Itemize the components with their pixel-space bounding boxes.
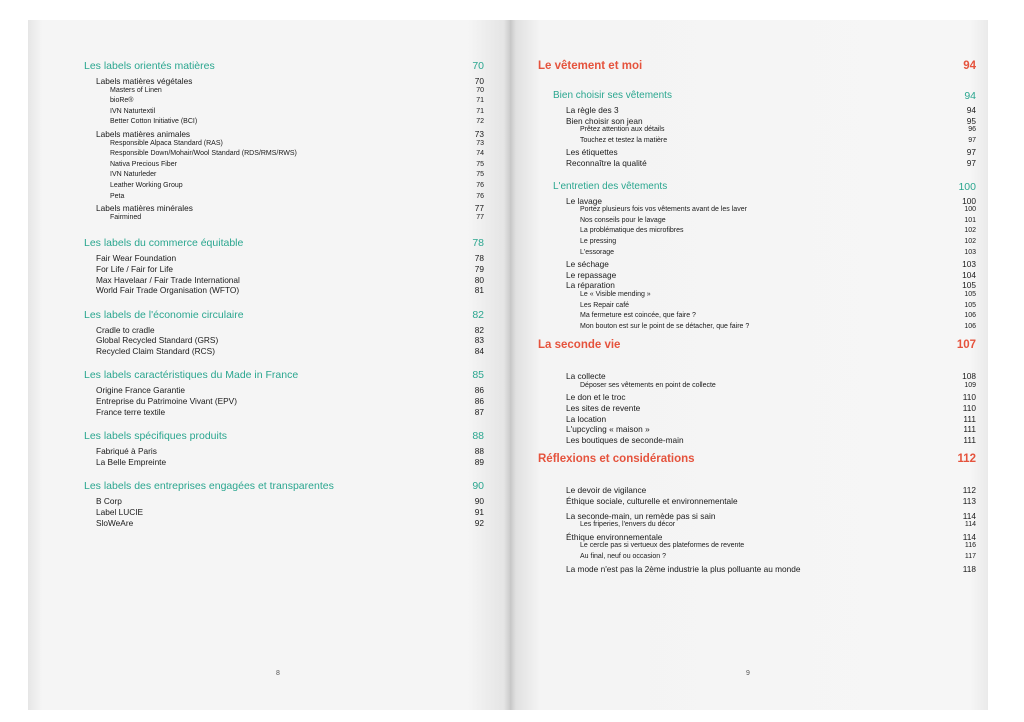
toc-subentry bbox=[510, 126, 988, 137]
toc-entry bbox=[28, 507, 510, 518]
toc-title: Label LUCIE bbox=[96, 507, 144, 518]
toc-page-number: 106 bbox=[964, 312, 976, 320]
toc-entry bbox=[510, 496, 988, 507]
toc-subentry bbox=[510, 137, 988, 148]
toc-title: Mon bouton est sur le point de se détacher, que faire ? bbox=[580, 322, 750, 330]
toc-subentry bbox=[28, 214, 510, 225]
toc-section-heading bbox=[28, 60, 510, 76]
toc-page-number: 72 bbox=[476, 118, 484, 126]
toc-page-number: 75 bbox=[476, 171, 484, 179]
toc-title: Les labels orientés matières bbox=[84, 60, 215, 72]
toc-entry bbox=[510, 270, 988, 281]
toc-page-number: 88 bbox=[474, 446, 484, 457]
section-gap bbox=[510, 475, 988, 485]
toc-title: Le lavage bbox=[566, 195, 602, 206]
toc-page-number: 82 bbox=[472, 308, 484, 321]
toc-title: Le « Visible mending » bbox=[580, 290, 651, 298]
toc-page-number: 90 bbox=[474, 496, 484, 507]
toc-page-number: 76 bbox=[476, 192, 484, 200]
toc-chapter-heading bbox=[510, 453, 988, 475]
toc-title: La Belle Empreinte bbox=[96, 456, 167, 467]
toc-title: Better Cotton Initiative (BCI) bbox=[110, 118, 198, 126]
toc-title: Les labels de l'économie circulaire bbox=[84, 308, 244, 321]
toc-subentry bbox=[28, 171, 510, 182]
toc-title: L'entretien des vêtements bbox=[553, 180, 668, 192]
toc-page-number: 114 bbox=[962, 510, 976, 521]
toc-title: La collecte bbox=[566, 371, 606, 382]
toc-entry bbox=[28, 496, 510, 507]
toc-subentry bbox=[510, 323, 988, 334]
toc-page-number: 71 bbox=[476, 107, 484, 115]
section-gap bbox=[28, 417, 510, 430]
toc-entry bbox=[510, 532, 988, 543]
toc-title: Le don et le troc bbox=[566, 392, 626, 403]
toc-subentry bbox=[510, 302, 988, 313]
toc-entry bbox=[510, 116, 988, 127]
right-page bbox=[510, 20, 988, 710]
section-gap bbox=[510, 169, 988, 181]
toc-title: La seconde vie bbox=[538, 339, 621, 352]
page-number-left: 8 bbox=[276, 670, 280, 677]
toc-title: Les étiquettes bbox=[566, 147, 618, 158]
toc-page-number: 76 bbox=[476, 181, 484, 189]
toc-entry bbox=[510, 511, 988, 522]
toc-page-number: 105 bbox=[964, 301, 976, 309]
toc-page-number: 103 bbox=[962, 259, 976, 270]
toc-entry bbox=[510, 280, 988, 291]
toc-title: La règle des 3 bbox=[566, 105, 619, 115]
toc-title: Les boutiques de seconde-main bbox=[566, 434, 684, 445]
toc-title: Déposer ses vêtements en point de collecte bbox=[580, 381, 716, 389]
toc-subentry bbox=[510, 382, 988, 393]
section-gap bbox=[28, 356, 510, 369]
toc-page-number: 80 bbox=[474, 274, 484, 285]
toc-page-number: 114 bbox=[964, 521, 976, 529]
toc-entry bbox=[28, 203, 510, 214]
toc-section-heading bbox=[510, 181, 988, 196]
toc-title: For Life / Fair for Life bbox=[96, 263, 174, 274]
toc-entry bbox=[510, 564, 988, 575]
toc-title: Ma fermeture est coincée, que faire ? bbox=[580, 312, 696, 320]
toc-page-number: 118 bbox=[962, 563, 976, 574]
toc-entry bbox=[28, 407, 510, 418]
toc-title: Les sites de revente bbox=[566, 403, 641, 414]
toc-entry bbox=[510, 158, 988, 169]
toc-subentry bbox=[510, 521, 988, 532]
toc-title: Les labels des entreprises engagées et transparentes bbox=[84, 480, 334, 493]
toc-page-number: 100 bbox=[958, 180, 976, 193]
toc-page-number: 83 bbox=[474, 335, 484, 346]
toc-page-number: 105 bbox=[964, 290, 976, 298]
toc-chapter-heading bbox=[510, 339, 988, 361]
toc-title: Éthique environnementale bbox=[566, 531, 663, 542]
toc-chapter-heading bbox=[510, 60, 988, 82]
toc-entry bbox=[510, 105, 988, 116]
toc-title: La problématique des microfibres bbox=[580, 227, 684, 235]
toc-entry bbox=[28, 346, 510, 357]
toc-page-number: 87 bbox=[474, 406, 484, 417]
toc-title: L'upcycling « maison » bbox=[566, 424, 650, 435]
toc-title: Origine France Garantie bbox=[96, 385, 186, 396]
toc-title: Les friperies, l'envers du décor bbox=[580, 521, 676, 529]
toc-page-number: 89 bbox=[474, 456, 484, 467]
toc-page-number: 96 bbox=[968, 126, 976, 134]
toc-section-heading bbox=[28, 480, 510, 496]
toc-page-number: 116 bbox=[964, 542, 976, 550]
toc-entry bbox=[28, 76, 510, 87]
toc-title: Labels matières minérales bbox=[96, 203, 193, 214]
toc-entry bbox=[510, 424, 988, 435]
toc-title: Fair Wear Foundation bbox=[96, 253, 177, 264]
toc-title: Max Havelaar / Fair Trade International bbox=[96, 274, 240, 285]
toc-title: Le devoir de vigilance bbox=[566, 485, 647, 496]
toc-title: Bien choisir son jean bbox=[566, 115, 643, 126]
toc-right bbox=[510, 60, 988, 574]
toc-page-number: 104 bbox=[962, 269, 976, 280]
toc-entry bbox=[510, 371, 988, 382]
toc-entry bbox=[510, 485, 988, 496]
toc-page-number: 113 bbox=[962, 496, 976, 507]
toc-subentry bbox=[28, 97, 510, 108]
toc-page-number: 82 bbox=[474, 324, 484, 335]
page-number-right: 9 bbox=[746, 670, 750, 677]
toc-page-number: 103 bbox=[964, 248, 976, 256]
toc-title: bioRe® bbox=[110, 97, 134, 105]
book-spine bbox=[504, 20, 516, 710]
toc-page-number: 78 bbox=[472, 237, 484, 250]
toc-subentry bbox=[28, 118, 510, 129]
toc-title: Bien choisir ses vêtements bbox=[553, 90, 672, 101]
toc-page-number: 100 bbox=[964, 206, 976, 214]
toc-page-number: 71 bbox=[476, 97, 484, 105]
toc-title: B Corp bbox=[96, 496, 122, 507]
toc-section-heading bbox=[28, 237, 510, 253]
toc-page-number: 108 bbox=[962, 371, 976, 382]
toc-title: Les labels du commerce équitable bbox=[84, 237, 244, 250]
toc-page-number: 97 bbox=[966, 147, 976, 158]
toc-left bbox=[28, 60, 510, 528]
toc-subentry bbox=[28, 182, 510, 193]
section-gap bbox=[28, 467, 510, 480]
toc-page-number: 110 bbox=[962, 392, 976, 403]
toc-title: Responsible Alpaca Standard (RAS) bbox=[110, 139, 223, 147]
open-book bbox=[28, 20, 988, 710]
toc-page-number: 97 bbox=[968, 136, 976, 144]
toc-title: Nos conseils pour le lavage bbox=[580, 216, 666, 224]
toc-page-number: 102 bbox=[964, 227, 976, 235]
toc-subentry bbox=[510, 227, 988, 238]
toc-title: Les labels spécifiques produits bbox=[84, 430, 228, 443]
toc-subentry bbox=[510, 312, 988, 323]
toc-entry bbox=[28, 264, 510, 275]
toc-page-number: 74 bbox=[476, 150, 484, 158]
toc-entry bbox=[510, 414, 988, 425]
toc-title: World Fair Trade Organisation (WFTO) bbox=[96, 285, 240, 296]
toc-subentry bbox=[510, 553, 988, 564]
toc-page-number: 75 bbox=[476, 160, 484, 168]
toc-entry bbox=[28, 385, 510, 396]
section-gap bbox=[28, 224, 510, 237]
toc-title: Masters of Linen bbox=[110, 86, 162, 94]
toc-entry bbox=[28, 253, 510, 264]
toc-title: Les labels caractéristiques du Made in France bbox=[84, 369, 299, 382]
toc-title: Le vêtement et moi bbox=[538, 60, 643, 72]
toc-entry bbox=[28, 335, 510, 346]
toc-title: Nativa Precious Fiber bbox=[110, 160, 177, 168]
toc-title: Peta bbox=[110, 192, 125, 200]
toc-page-number: 111 bbox=[963, 434, 976, 445]
toc-title: La mode n'est pas la 2ème industrie la plus polluante au monde bbox=[566, 563, 801, 574]
toc-subentry bbox=[28, 140, 510, 151]
toc-title: Le séchage bbox=[566, 259, 609, 270]
toc-title: Recycled Claim Standard (RCS) bbox=[96, 345, 215, 356]
toc-page-number: 70 bbox=[474, 76, 484, 86]
toc-page-number: 111 bbox=[963, 413, 976, 424]
toc-page-number: 95 bbox=[966, 115, 976, 126]
toc-entry bbox=[28, 325, 510, 336]
toc-title: IVN Naturleder bbox=[110, 171, 157, 179]
toc-entry bbox=[510, 259, 988, 270]
toc-page-number: 112 bbox=[962, 485, 976, 496]
toc-title: Au final, neuf ou occasion ? bbox=[580, 553, 667, 560]
toc-title: Fairmined bbox=[110, 213, 142, 221]
toc-title: L'essorage bbox=[580, 248, 615, 256]
toc-title: La location bbox=[566, 413, 607, 424]
toc-page-number: 109 bbox=[964, 381, 976, 389]
toc-section-heading bbox=[510, 90, 988, 105]
toc-title: La seconde-main, un remède pas si sain bbox=[566, 510, 716, 521]
toc-page-number: 77 bbox=[474, 203, 484, 214]
toc-page-number: 111 bbox=[963, 424, 976, 435]
toc-subentry bbox=[510, 542, 988, 553]
toc-page-number: 106 bbox=[964, 322, 976, 330]
toc-entry bbox=[510, 392, 988, 403]
toc-page-number: 85 bbox=[472, 369, 484, 382]
toc-subentry bbox=[28, 150, 510, 161]
toc-title: France terre textile bbox=[96, 406, 166, 417]
toc-subentry bbox=[510, 249, 988, 260]
toc-title: Leather Working Group bbox=[110, 181, 183, 189]
toc-title: La réparation bbox=[566, 280, 615, 291]
toc-page-number: 100 bbox=[962, 195, 976, 206]
toc-entry bbox=[510, 435, 988, 446]
toc-page-number: 114 bbox=[962, 531, 976, 542]
toc-page-number: 70 bbox=[472, 60, 484, 72]
toc-subentry bbox=[28, 87, 510, 98]
toc-title: Touchez et testez la matière bbox=[580, 136, 668, 144]
toc-page-number: 84 bbox=[474, 345, 484, 356]
toc-section-heading bbox=[28, 309, 510, 325]
toc-page-number: 92 bbox=[474, 517, 484, 528]
toc-page-number: 86 bbox=[474, 385, 484, 396]
toc-title: Labels matières végétales bbox=[96, 76, 193, 86]
toc-subentry bbox=[510, 206, 988, 217]
toc-page-number: 102 bbox=[964, 237, 976, 245]
toc-section-heading bbox=[28, 430, 510, 446]
toc-page-number: 94 bbox=[966, 105, 976, 115]
toc-title: Éthique sociale, culturelle et environnementale bbox=[566, 496, 738, 507]
toc-page-number: 107 bbox=[956, 339, 976, 352]
toc-entry bbox=[510, 147, 988, 158]
toc-entry bbox=[510, 196, 988, 207]
section-gap bbox=[28, 296, 510, 309]
left-page bbox=[28, 20, 510, 710]
toc-entry bbox=[28, 446, 510, 457]
toc-page-number: 73 bbox=[476, 139, 484, 147]
toc-page-number: 79 bbox=[474, 263, 484, 274]
section-gap bbox=[510, 445, 988, 453]
toc-page-number: 117 bbox=[964, 553, 976, 560]
toc-title: Reconnaître la qualité bbox=[566, 157, 647, 168]
toc-entry bbox=[28, 129, 510, 140]
toc-section-heading bbox=[28, 369, 510, 385]
toc-page-number: 112 bbox=[957, 453, 976, 466]
toc-page-number: 78 bbox=[474, 253, 484, 264]
toc-page-number: 77 bbox=[476, 213, 484, 221]
toc-title: Cradle to cradle bbox=[96, 324, 155, 335]
toc-title: Les Repair café bbox=[580, 301, 630, 309]
toc-title: Responsible Down/Mohair/Wool Standard (RDS/RMS/RWS) bbox=[110, 150, 297, 158]
toc-page-number: 86 bbox=[474, 396, 484, 407]
toc-entry bbox=[28, 396, 510, 407]
toc-page-number: 70 bbox=[476, 86, 484, 94]
toc-title: Le cercle pas si vertueux des plateformes de revente bbox=[580, 542, 745, 550]
toc-page-number: 90 bbox=[472, 480, 484, 493]
toc-subentry bbox=[510, 291, 988, 302]
toc-title: Le repassage bbox=[566, 269, 617, 280]
toc-subentry bbox=[28, 108, 510, 119]
toc-entry bbox=[510, 403, 988, 414]
toc-subentry bbox=[28, 161, 510, 172]
toc-subentry bbox=[510, 238, 988, 249]
toc-page-number: 73 bbox=[474, 128, 484, 139]
section-gap bbox=[510, 82, 988, 90]
toc-title: Fabriqué à Paris bbox=[96, 446, 157, 457]
section-gap bbox=[510, 361, 988, 371]
toc-title: Prêtez attention aux détails bbox=[580, 126, 665, 134]
toc-title: Global Recycled Standard (GRS) bbox=[96, 335, 219, 346]
toc-title: IVN Naturtextil bbox=[110, 107, 156, 115]
toc-entry bbox=[28, 275, 510, 286]
toc-page-number: 110 bbox=[962, 403, 976, 414]
toc-page-number: 88 bbox=[472, 430, 484, 443]
toc-entry bbox=[28, 457, 510, 468]
toc-page-number: 101 bbox=[964, 216, 976, 224]
toc-page-number: 91 bbox=[474, 507, 484, 518]
toc-title: Labels matières animales bbox=[96, 128, 191, 139]
toc-title: Réflexions et considérations bbox=[538, 453, 695, 466]
toc-title: Portez plusieurs fois vos vêtements avant de les laver bbox=[580, 206, 747, 214]
toc-title: Entreprise du Patrimoine Vivant (EPV) bbox=[96, 396, 237, 407]
toc-page-number: 94 bbox=[963, 60, 976, 72]
toc-subentry bbox=[28, 193, 510, 204]
toc-page-number: 81 bbox=[474, 285, 484, 296]
toc-title: SloWeAre bbox=[96, 517, 134, 528]
toc-page-number: 94 bbox=[964, 90, 976, 102]
toc-title: Le pressing bbox=[580, 237, 617, 245]
toc-entry bbox=[28, 285, 510, 296]
toc-subentry bbox=[510, 217, 988, 228]
toc-entry bbox=[28, 518, 510, 529]
toc-page-number: 105 bbox=[962, 280, 976, 291]
toc-page-number: 97 bbox=[966, 157, 976, 168]
